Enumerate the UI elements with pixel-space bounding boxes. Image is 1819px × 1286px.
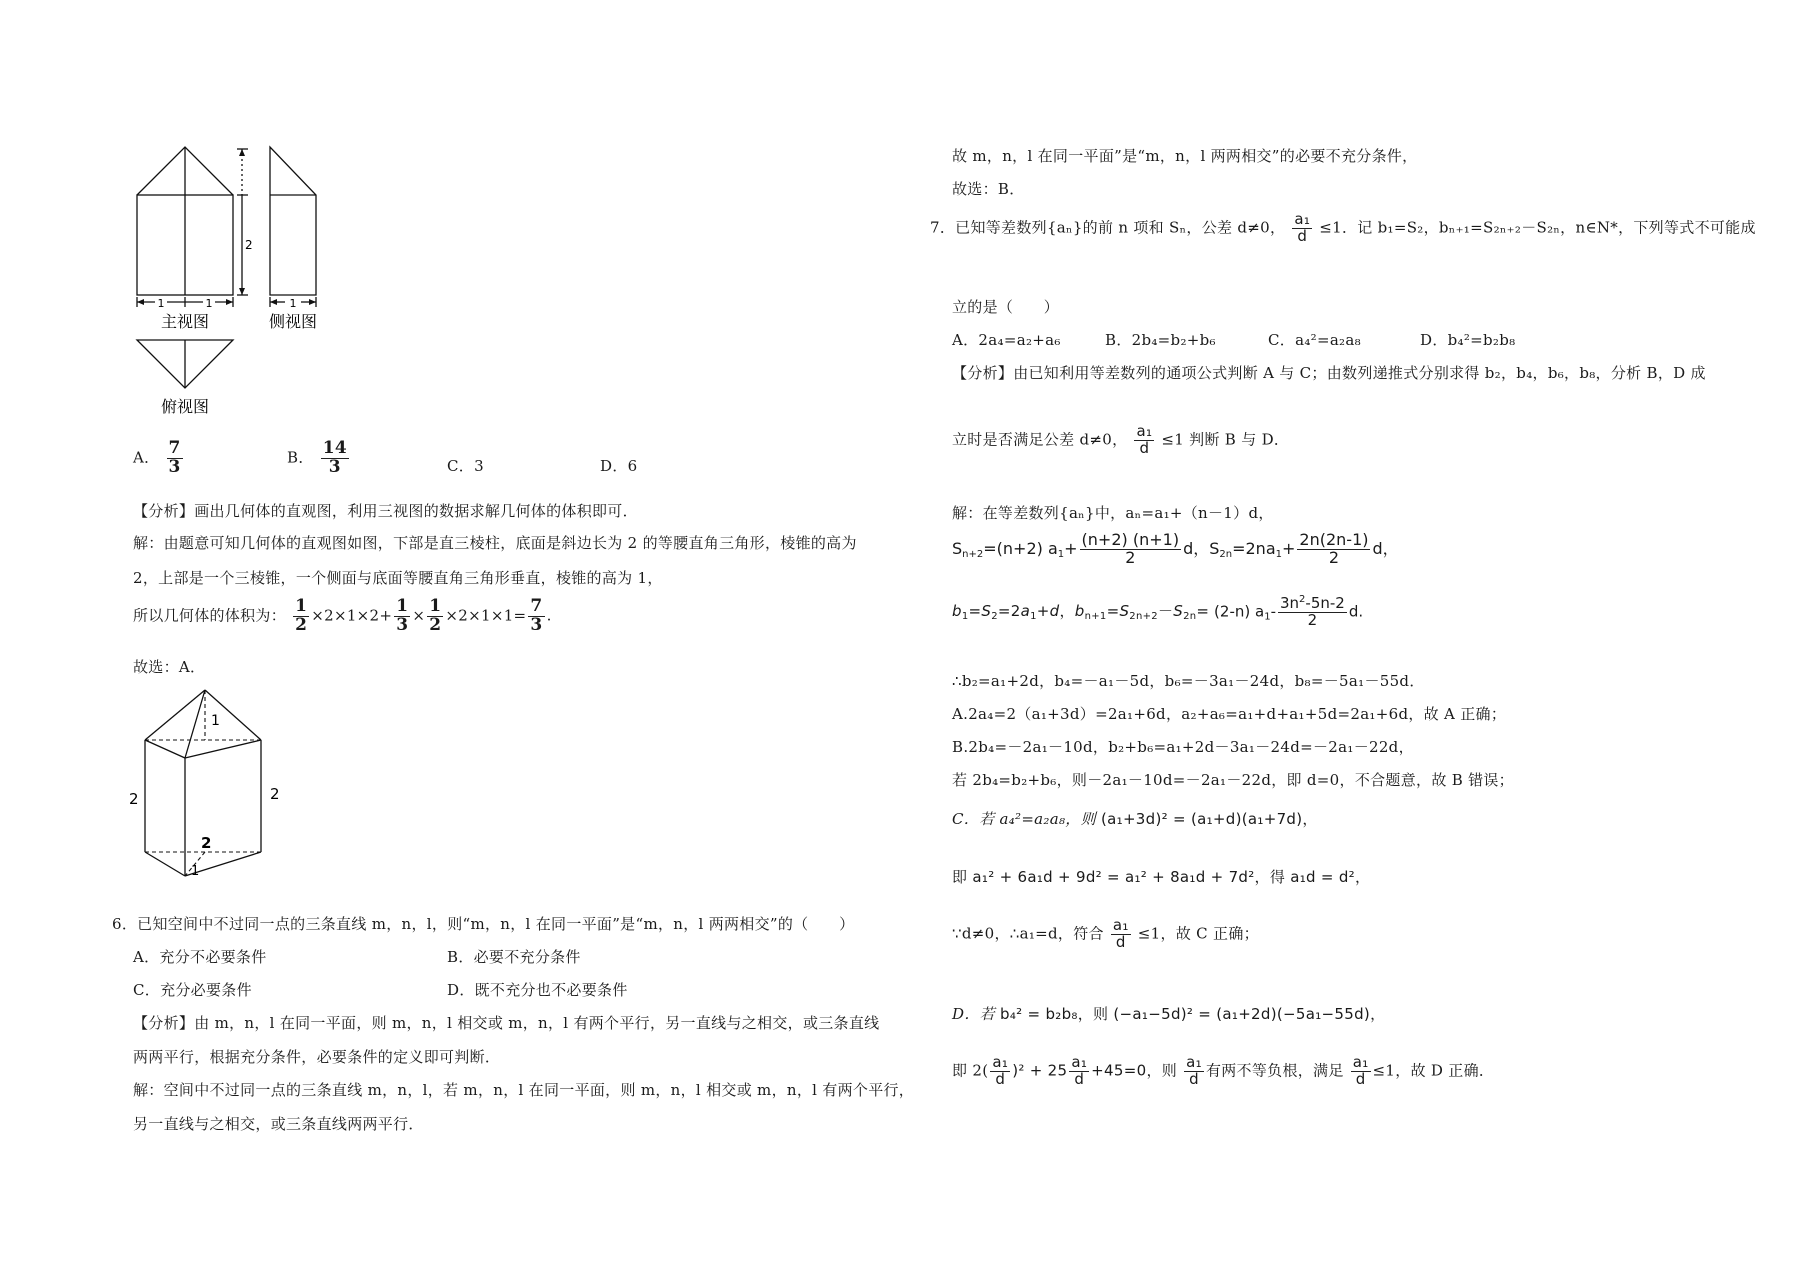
q6-conclusion: 故 m，n，l 在同一平面”是“m，n，l 两两相交”的必要不充分条件，	[952, 147, 1418, 165]
q7-solution-c-1	[952, 808, 1318, 829]
q5-option-d: D．6	[600, 457, 638, 475]
q7-d2-frac1-num: a₁	[992, 1053, 1009, 1071]
q6-solution-line2: 另一直线与之相交，或三条直线两两平行．	[133, 1115, 424, 1133]
q7-d2-frac2-num: a₁	[1071, 1053, 1088, 1071]
q7-c2-eq: a₁² + 6a₁d + 9d² = a₁² + 8a₁d + 7d²，得 a₁d = d²，	[972, 868, 1371, 886]
q7-solution-c-3	[952, 918, 1259, 951]
label-width-1: 1	[157, 297, 165, 310]
q6-option-a: A．充分不必要条件	[133, 948, 267, 966]
q7-analysis-line1: 【分析】由已知利用等差数列的通项公式判断 A 与 C；由数列递推式分别求得 b₂，b₄，b₆，b₈，分析 B，D 成	[952, 364, 1706, 382]
q5-option-b	[287, 440, 351, 477]
q7-d2-part5: ≤1，故 D 正确．	[1372, 1061, 1495, 1080]
q5-answer: 故选：A．	[133, 658, 206, 676]
q7-b-formulas: $b_1=S_2=2a_1+d$，$b_{n+1}=S_{2n+2}-S_{2n}= (2-n)$ $a_1-$ $\frac{3n^2-5n-2}{2}$ d.	[952, 594, 1364, 629]
q5-a-den: 3	[168, 456, 181, 477]
q7-an-frac-den: d	[1139, 438, 1150, 457]
q7-d2-part3: +45=0，则	[1091, 1061, 1178, 1080]
q5-solution-line2: 2，上部是一个三棱锥，一个侧面与底面等腰直角三角形垂直，棱锥的高为 1，	[133, 569, 663, 587]
q7-c2-prefix: 即	[952, 868, 968, 886]
three-view-figure	[125, 135, 340, 425]
q7-d2-frac4-den: d	[1355, 1069, 1366, 1088]
q7-d2-frac2-den: d	[1074, 1069, 1085, 1088]
q7-analysis-line2-part2: ≤1 判断 B 与 D．	[1161, 430, 1290, 449]
q5-volume-prefix: 所以几何体的体积为：	[133, 606, 287, 625]
q7-sum-formulas: $S_{n+2}=(n+2)$ $a_1+$ $\frac{(n+2) (n+1)}{2}$ d，$S_{2n}=2na_1+$ $\frac{2n(2n-1)}{2}$ d，	[952, 530, 1399, 567]
q7-analysis-line2	[952, 424, 1289, 457]
q7-d2-frac3-num: a₁	[1186, 1053, 1202, 1071]
q6-solution-line1: 解：空间中不过同一点的三条直线 m，n，l，若 m，n，l 在同一平面，则 m，n，l 相交或 m，n，l 有两个平行，	[133, 1081, 915, 1099]
q7-solution-d-2	[952, 1055, 1494, 1088]
front-view-label: 主视图	[160, 312, 210, 331]
q7-solution-b-values: ∴b₂=a₁+2d，b₄=－a₁－5d，b₆=－3a₁－24d，b₈=－5a₁－55d．	[952, 672, 1425, 690]
q6-analysis-line2: 两两平行，根据充分条件，必要条件的定义即可判断．	[133, 1048, 501, 1066]
q7-d2-frac3-den: d	[1189, 1069, 1199, 1088]
q7-option-b: B．2b₄=b₂+b₆	[1105, 331, 1216, 349]
q7-c-eq: (a₁+3d)² = (a₁+d)(a₁+7d)，	[1100, 810, 1318, 828]
q5-a-fraction	[167, 440, 183, 477]
q7-frac-num: a₁	[1294, 210, 1311, 228]
solid-label-1: 1	[211, 713, 220, 729]
q5-b-prefix: B．	[287, 448, 314, 467]
q7-c-prefix: C．若 a₄²=a₂a₈，则	[952, 810, 1096, 828]
q5-solution-line1: 解：由题意可知几何体的直观图如图，下部是直三棱柱，底面是斜边长为 2 的等腰直角三角形，棱锥的高为	[133, 534, 857, 552]
q7-d2-part2: )² + 25	[1012, 1061, 1068, 1080]
q7-solution-d-1	[952, 1003, 1385, 1024]
q5-a-prefix: A．	[133, 448, 160, 467]
q6-option-c: C．充分必要条件	[133, 981, 252, 999]
q6-stem: 6．已知空间中不过同一点的三条直线 m，n，l，则“m，n，l 在同一平面”是“m，n，l 两两相交”的（ ）	[112, 915, 855, 933]
q6-analysis-line1: 【分析】由 m，n，l 在同一平面，则 m，n，l 相交或 m，n，l 有两个平行，另一直线与之相交，或三条直线	[133, 1014, 880, 1032]
solid-label-2-left: 2	[129, 790, 139, 808]
q7-d2-part4: 有两不等负根，满足	[1205, 1061, 1344, 1080]
q7-solution-b-1: B.2b₄=－2a₁－10d，b₂+b₆=a₁+2d－3a₁－24d=－2a₁－22d，	[952, 738, 1414, 756]
solid-label-2-right: 2	[270, 785, 280, 803]
q7-stem-line1	[930, 212, 1756, 245]
label-height-2: 2	[245, 238, 253, 252]
q6-answer: 故选：B．	[952, 180, 1025, 198]
label-width-1b: 1	[205, 297, 213, 310]
q7-option-c: C．a₄²=a₂a₈	[1268, 331, 1361, 349]
q5-analysis: 【分析】画出几何体的直观图，利用三视图的数据求解几何体的体积即可．	[133, 502, 638, 520]
q6-option-b: B．必要不充分条件	[447, 948, 581, 966]
side-view-label: 侧视图	[268, 312, 318, 331]
q5-a-num: 7	[168, 438, 181, 458]
q5-b-fraction	[321, 440, 349, 477]
q7-d-eq: b₄² = b₂b₈，则 (−a₁−5d)² = (a₁+2d)(−5a₁−55d)，	[1000, 1005, 1386, 1023]
q7-solution-line1: 解：在等差数列{aₙ}中，aₙ=a₁+（n－1）d，	[952, 504, 1274, 522]
q7-d2-part1: 即 2(	[952, 1061, 989, 1080]
label-side-1: 1	[289, 297, 297, 310]
q7-d-prefix: D．若	[952, 1005, 995, 1023]
q7-solution-c-2	[952, 866, 1370, 887]
solid-label-1-bottom: 1	[191, 864, 200, 879]
q7-an-frac-num: a₁	[1136, 422, 1153, 440]
q7-option-a: A．2a₄=a₂+a₆	[952, 331, 1061, 349]
q7-c3-part2: ≤1，故 C 正确；	[1137, 924, 1259, 943]
q5-option-a	[133, 440, 185, 477]
q7-c3-frac-num: a₁	[1112, 916, 1129, 934]
q7-c3-frac-den: d	[1115, 932, 1126, 951]
q5-option-c: C．3	[447, 457, 484, 475]
q7-d2-frac4-num: a₁	[1352, 1053, 1369, 1071]
q7-d2-frac1-den: d	[995, 1069, 1006, 1088]
q7-stem-line2: 立的是（ ）	[952, 298, 1060, 316]
q7-analysis-line2-part1: 立时是否满足公差 d≠0，	[952, 430, 1128, 449]
top-view-label: 俯视图	[160, 397, 210, 416]
q7-c3-part1: ∵d≠0，∴a₁=d，符合	[952, 924, 1104, 943]
q7-stem-part1: 7．已知等差数列{aₙ}的前 n 项和 Sₙ，公差 d≠0，	[930, 218, 1286, 237]
solid-figure	[125, 680, 295, 890]
q6-option-d: D．既不充分也不必要条件	[447, 981, 628, 999]
q5-b-num: 14	[322, 438, 347, 458]
q5-volume-formula: 所以几何体的体积为： $\frac{1}{2}$ ×2×1×2+ $\frac{1}{3}$ × $\frac{1}{2}$ ×2×1×1= $\frac{7}{3}$ .	[133, 596, 552, 635]
q5-b-den: 3	[328, 456, 341, 477]
q7-solution-b-2: 若 2b₄=b₂+b₆，则－2a₁－10d=－2a₁－22d，即 d=0，不合题意，故 B 错误；	[952, 771, 1514, 789]
q7-solution-a: A.2a₄=2（a₁+3d）=2a₁+6d，a₂+a₆=a₁+d+a₁+5d=2a₁+6d，故 A 正确；	[952, 705, 1507, 723]
solid-label-2-bottom: 2	[201, 834, 212, 852]
q7-option-d: D．b₄²=b₂b₈	[1420, 331, 1516, 349]
q7-stem-part2: ≤1．记 b₁=S₂，bₙ₊₁=S₂ₙ₊₂－S₂ₙ，n∈N*，下列等式不可能成	[1319, 218, 1756, 237]
q7-frac-den: d	[1297, 226, 1308, 245]
